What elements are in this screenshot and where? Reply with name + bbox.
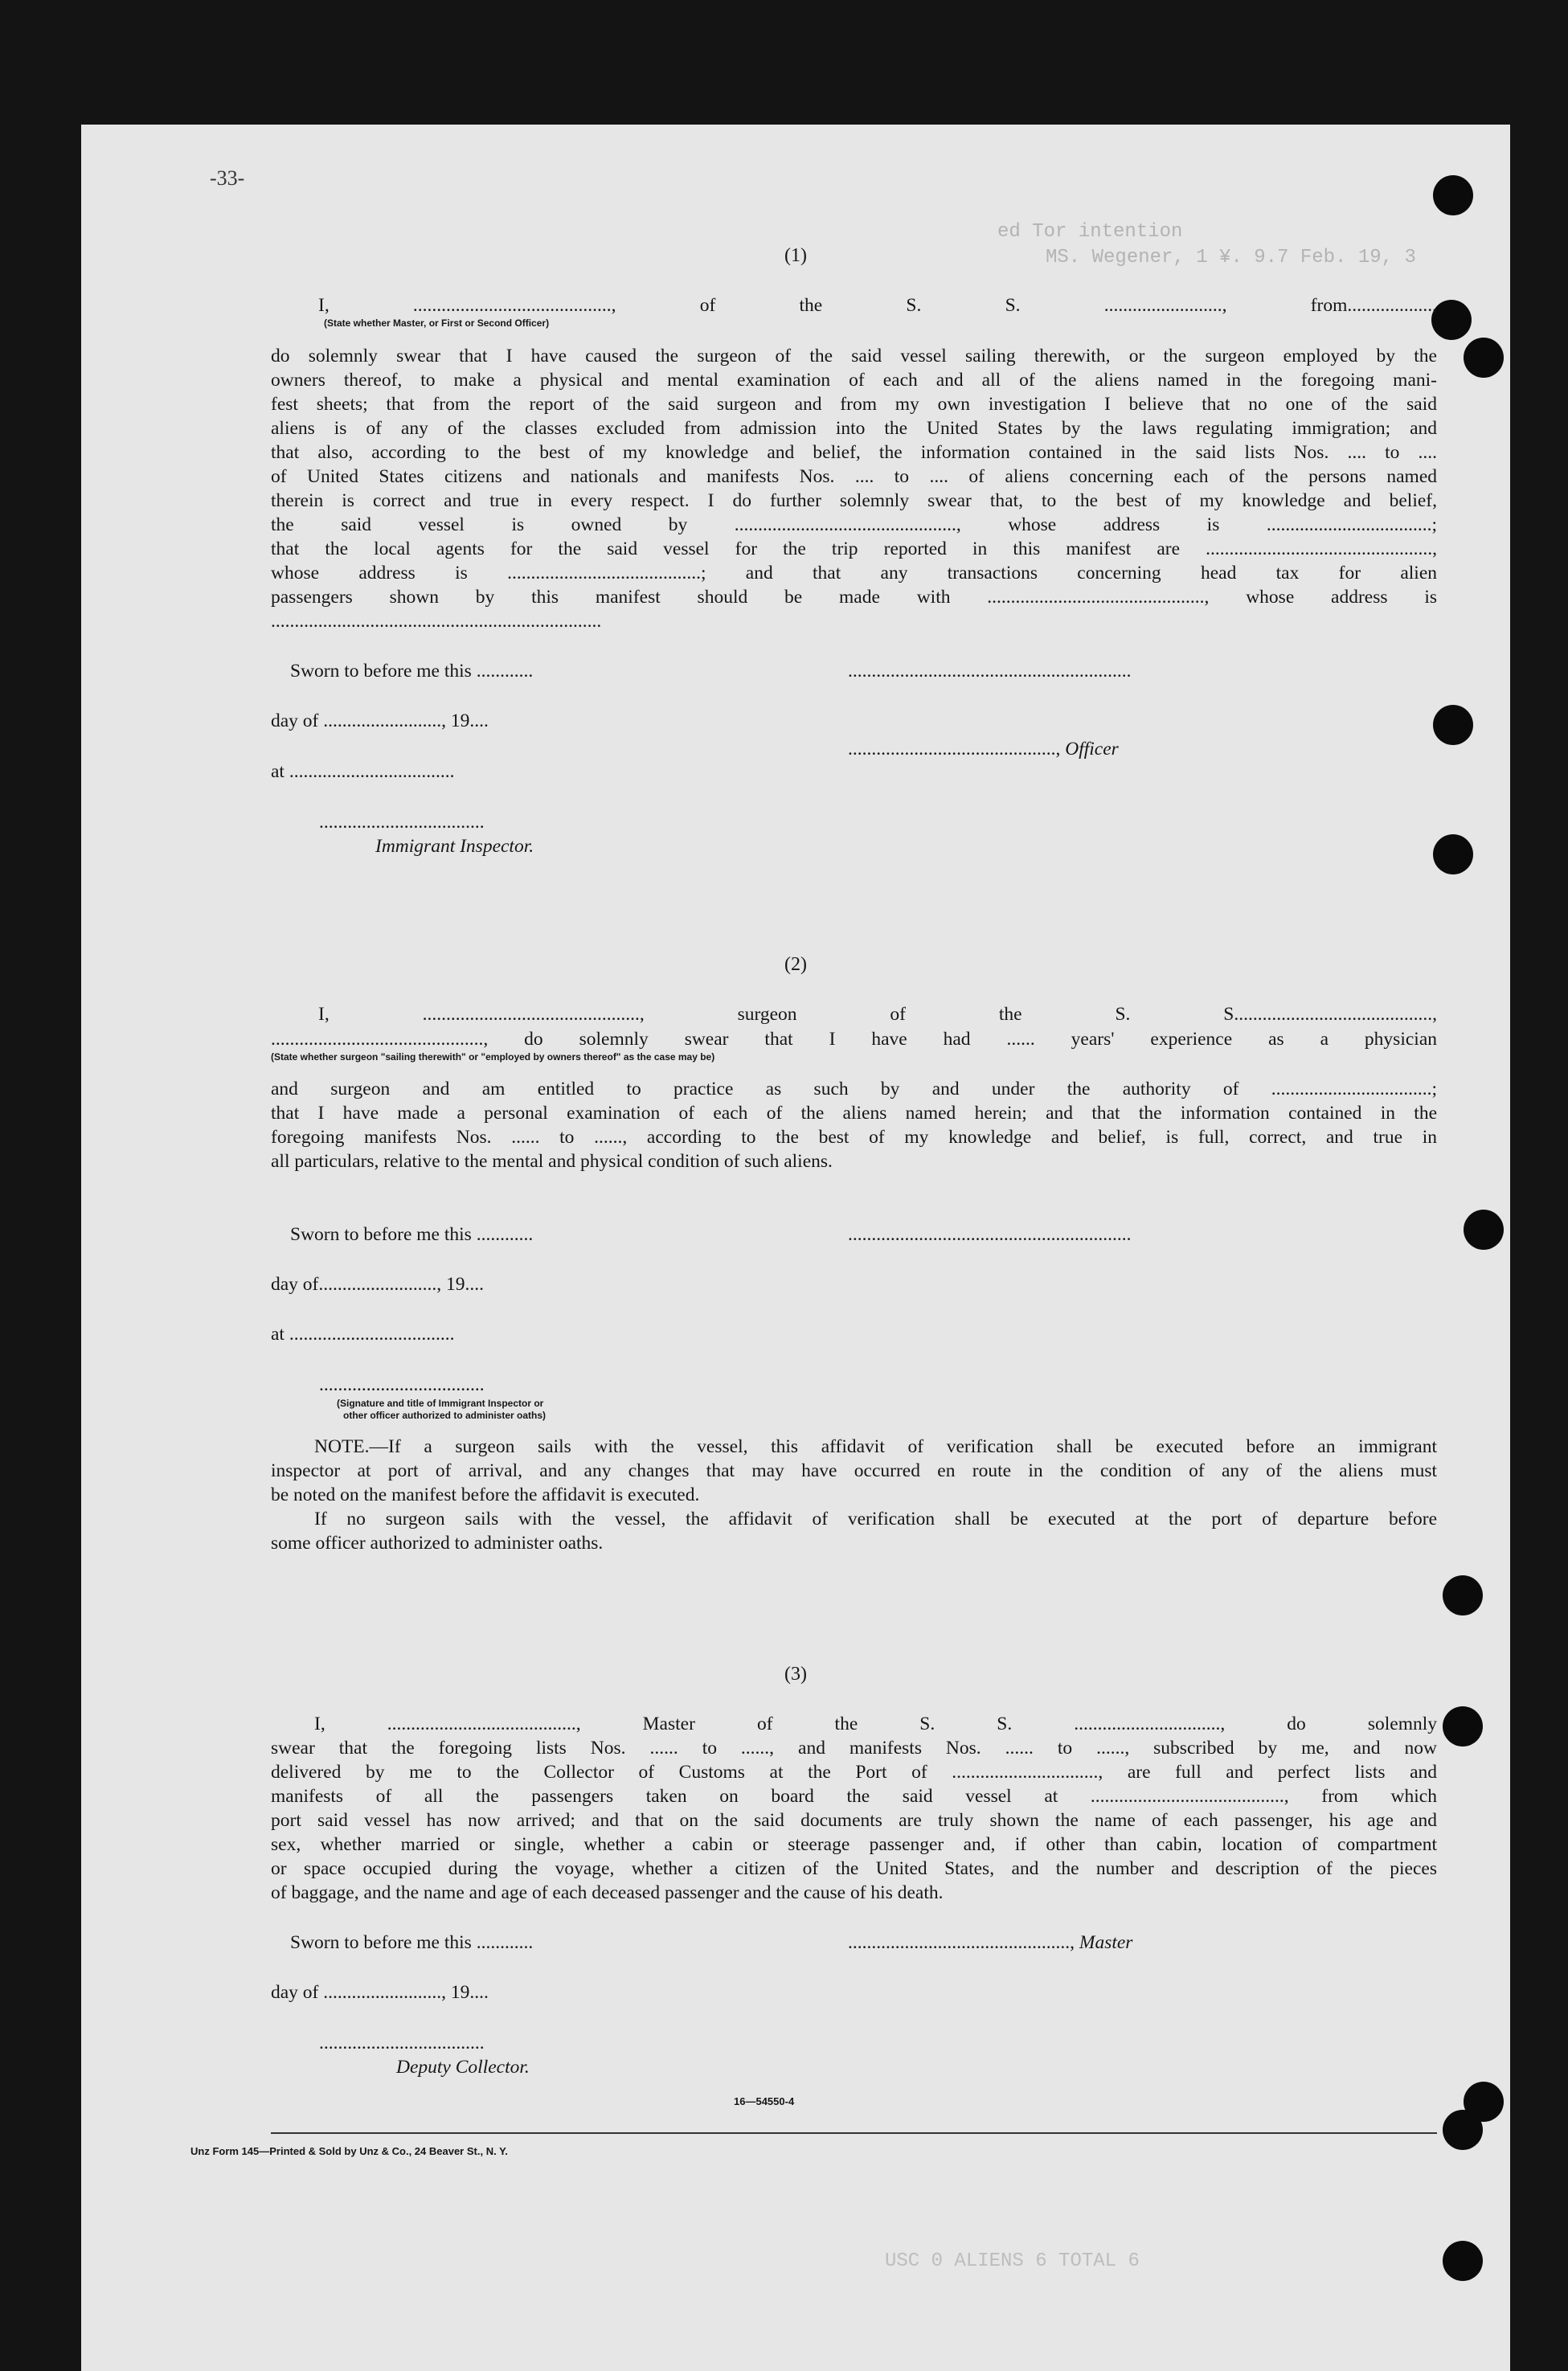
ghost-text: MS. Wegener, 1 ¥. 9.7 Feb. 19, 3 xyxy=(1046,247,1416,268)
section3-body-line: port said vessel has now arrived; and that on the said documents are truly shown the name of each passenger, his age and xyxy=(271,1810,1437,1831)
punch-hole xyxy=(1443,2110,1483,2150)
section1-at: at ................................... xyxy=(271,761,455,782)
section2-body-line: that I have made a personal examination of each of the aliens named herein; and that the information contained in the xyxy=(271,1103,1437,1124)
section3-body-line: of baggage, and the name and age of each deceased passenger and the cause of his death. xyxy=(271,1882,944,1903)
section1-body-line: owners thereof, to make a physical and mental examination of each and all of the aliens named in the foregoing mani- xyxy=(271,370,1437,391)
section2-surgeon-note: (State whether surgeon "sailing therewith" or "employed by owners thereof" as the case may be) xyxy=(271,1051,715,1063)
section3-body-line: or space occupied during the voyage, whether a citizen of the United States, and the number and description of the pieces xyxy=(271,1858,1437,1879)
section1-line1: I, .........................................., of the S. S. ........................., from.................., xyxy=(318,295,1437,316)
section2-body-line: and surgeon and am entitled to practice as such by and under the authority of ..................................; xyxy=(271,1079,1437,1100)
punch-hole xyxy=(1433,175,1473,215)
section1-signature-line: ............................................................ xyxy=(848,661,1132,682)
section1-inspector-label: Immigrant Inspector. xyxy=(375,836,534,857)
punch-hole xyxy=(1464,1210,1504,1250)
section1-body-line: whose address is .........................................; and that any transactions concerning head tax for alien xyxy=(271,563,1437,584)
bottom-ghost-text: USC 0 ALIENS 6 TOTAL 6 xyxy=(885,2250,1140,2272)
section1-body-line: fest sheets; that from the report of the said surgeon and from my own investigation I believe that no one of the said xyxy=(271,394,1437,415)
section1-body-line: therein is correct and true in every respect. I do further solemnly swear that, to the best of my knowledge and belief, xyxy=(271,490,1437,511)
section2-signature-line: ............................................................ xyxy=(848,1224,1132,1245)
section1-body-line: aliens is of any of the classes excluded from admission into the United States by the laws regulating immigration; and xyxy=(271,418,1437,439)
section1-day: day of ........................., 19.... xyxy=(271,710,489,731)
section2-body-line: all particulars, relative to the mental and physical condition of such aliens. xyxy=(271,1151,833,1172)
section1-body-line: that also, according to the best of my knowledge and belief, the information contained in the said lists Nos. .... to .... xyxy=(271,442,1437,463)
section3-body-line: manifests of all the passengers taken on board the said vessel at ........................................., from which xyxy=(271,1786,1437,1807)
punch-hole xyxy=(1431,300,1472,340)
footer-imprint: Unz Form 145—Printed & Sold by Unz & Co., 24 Beaver St., N. Y. xyxy=(190,2145,508,2157)
section3-heading: (3) xyxy=(784,1664,807,1685)
document-sheet xyxy=(81,125,1510,2371)
section2-note-line: some officer authorized to administer oaths. xyxy=(271,1533,604,1554)
punch-hole xyxy=(1464,338,1504,378)
section1-body-line: do solemnly swear that I have caused the surgeon of the said vessel sailing therewith, or the surgeon employed by the xyxy=(271,346,1437,367)
section2-sig-note: other officer authorized to administer oaths) xyxy=(343,1410,547,1421)
section3-body-line: swear that the foregoing lists Nos. ...... to ......, and manifests Nos. ...... to ......, subscribed by me, and now xyxy=(271,1738,1437,1759)
form-code: 16—54550-4 xyxy=(734,2095,795,2107)
section3-sworn: Sworn to before me this ............ xyxy=(290,1932,534,1953)
section3-body-line: sex, whether married or single, whether a cabin or steerage passenger and, if other than cabin, location of compartment xyxy=(271,1834,1437,1855)
section3-collector-line: ................................... xyxy=(319,2033,485,2054)
page-mark: -33- xyxy=(210,166,245,190)
punch-hole xyxy=(1443,2241,1483,2281)
section1-body-line: that the local agents for the said vessel for the trip reported in this manifest are ................................................, xyxy=(271,538,1437,559)
section1-inspector-line: ................................... xyxy=(319,812,485,833)
section3-body-line: I, ........................................, Master of the S. S. ..............................., do solemnly xyxy=(314,1714,1437,1734)
section1-heading: (1) xyxy=(784,245,807,266)
punch-hole xyxy=(1443,1706,1483,1747)
section2-line2: ............................................., do solemnly swear that I have had ...... years' experience as a physician xyxy=(271,1029,1437,1050)
section2-heading: (2) xyxy=(784,954,807,975)
section2-day: day of........................., 19.... xyxy=(271,1274,485,1295)
section3-master-line: ..............................................., Master xyxy=(848,1932,1133,1953)
section3-day: day of ........................., 19.... xyxy=(271,1982,489,2003)
punch-hole xyxy=(1433,705,1473,745)
section1-sworn: Sworn to before me this ............ xyxy=(290,661,534,682)
section2-inspector-line: ................................... xyxy=(319,1374,485,1395)
section2-note-line: NOTE.—If a surgeon sails with the vessel, this affidavit of verification shall be executed before an immigrant xyxy=(314,1436,1437,1457)
section2-note-line: be noted on the manifest before the affidavit is executed. xyxy=(271,1484,700,1505)
section1-officer-note: (State whether Master, or First or Second Officer) xyxy=(324,317,550,329)
section1-body-line: passengers shown by this manifest should be made with .............................................., whose address is xyxy=(271,587,1437,608)
section1-officer-line: ............................................, Officer xyxy=(848,739,1119,760)
section1-body-line: the said vessel is owned by ..............................................., whose address is ...................................; xyxy=(271,514,1437,535)
section2-sig-note: (Signature and title of Immigrant Inspector or xyxy=(337,1398,544,1409)
punch-hole xyxy=(1443,1575,1483,1615)
section2-body-line: foregoing manifests Nos. ...... to ......, according to the best of my knowledge and belief, is full, correct, and true in xyxy=(271,1127,1437,1148)
section2-sworn: Sworn to before me this ............ xyxy=(290,1224,534,1245)
section2-line1: I, .............................................., surgeon of the S. S.........................................., xyxy=(318,1004,1437,1025)
punch-hole xyxy=(1433,834,1473,874)
section2-at: at ................................... xyxy=(271,1324,455,1345)
ghost-text: ed Tor intention xyxy=(997,221,1183,243)
section1-body-line: ...................................................................... xyxy=(271,611,602,632)
section2-note-line: If no surgeon sails with the vessel, the affidavit of verification shall be executed at the port of departure before xyxy=(314,1509,1437,1529)
section2-note-line: inspector at port of arrival, and any changes that may have occurred en route in the condition of any of the aliens must xyxy=(271,1460,1437,1481)
master-label: Master xyxy=(1079,1932,1133,1953)
officer-label: Officer xyxy=(1065,739,1119,760)
section1-body-line: of United States citizens and nationals and manifests Nos. .... to .... of aliens concerning each of the persons named xyxy=(271,466,1437,487)
footer-rule xyxy=(271,2132,1437,2134)
section3-body-line: delivered by me to the Collector of Customs at the Port of ..............................., are full and perfect lists and xyxy=(271,1762,1437,1783)
section3-collector-label: Deputy Collector. xyxy=(396,2057,530,2078)
